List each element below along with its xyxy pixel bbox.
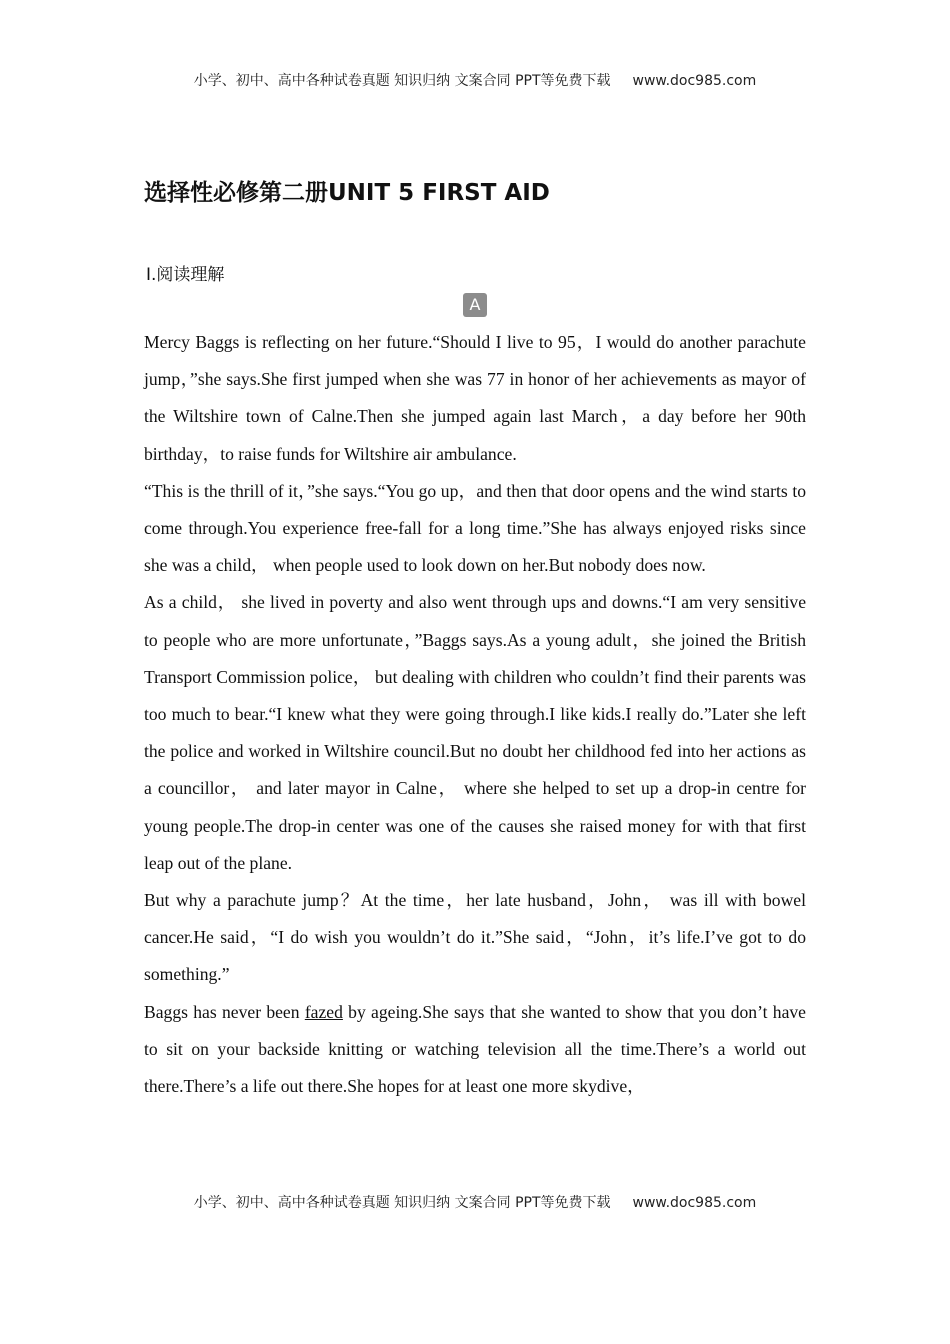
footer-banner [0, 1192, 950, 1212]
footer-banner-text: 小学、初中、高中各种试卷真题 知识归纳 文案合同 PPT等免费下载 [193, 1195, 611, 1211]
header-banner [0, 70, 950, 90]
passage-paragraph: As a child， she lived in poverty and also went through ups and downs.“I am very sensitive to people who are more unfortunate，”Baggs says.As a young adult，she joined the British Transport Commission police， but dealing with children who couldn’t find their parents was too much to bear.“I knew what they were going through.I like kids.I really do.”Later she left the police and worked in Wiltshire council.But no doubt her childhood fed into her actions as a councillor， and later mayor in Calne， where she helped to set up a drop-in centre for young people.The drop-in center was one of the causes she raised money for with that first leap out of the plane. [144, 592, 806, 873]
passage-paragraph [144, 994, 806, 1106]
footer-banner-url[interactable]: www.doc985.com [632, 1195, 757, 1211]
passage-paragraph: “This is the thrill of it，”she says.“You go up，and then that door opens and the wind starts to come through.You experience free-fall for a long time.”She has always enjoyed risks since she was a child， when people used to look down on her.But nobody does now. [144, 480, 806, 576]
paragraph-text-after: by ageing.She says that she wanted to show that you don’t have to sit on your backside knitting or watching television all the time.There’s a world out there.There’s a life out there.She hopes for at least one more skydive， [144, 1001, 806, 1097]
document-title: 选择性必修第二册UNIT 5 FIRST AID [144, 180, 550, 206]
header-banner-url[interactable]: www.doc985.com [632, 73, 757, 89]
underlined-vocabulary-word: fazed [304, 1001, 343, 1022]
passage-label-badge: A [463, 293, 487, 317]
section-heading: Ⅰ.阅读理解 [146, 265, 225, 285]
passage-paragraph: But why a parachute jump？At the time，her late husband，John， was ill with bowel cancer.He said，“I do wish you wouldn’t do it.”She said，“John，it’s life.I’ve got to do something.” [144, 890, 806, 985]
header-banner-text: 小学、初中、高中各种试卷真题 知识归纳 文案合同 PPT等免费下载 [193, 73, 611, 89]
paragraph-text-before: Baggs has never been [144, 1001, 305, 1022]
reading-passage [144, 324, 806, 1105]
passage-paragraph: Mercy Baggs is reflecting on her future.“Should I live to 95，I would do another parachute jump，”she says.She first jumped when she was 77 in honor of her achievements as mayor of the Wiltshire town of Calne.Then she jumped again last March，a day before her 90th birthday，to raise funds for Wiltshire air ambulance. [144, 332, 806, 464]
